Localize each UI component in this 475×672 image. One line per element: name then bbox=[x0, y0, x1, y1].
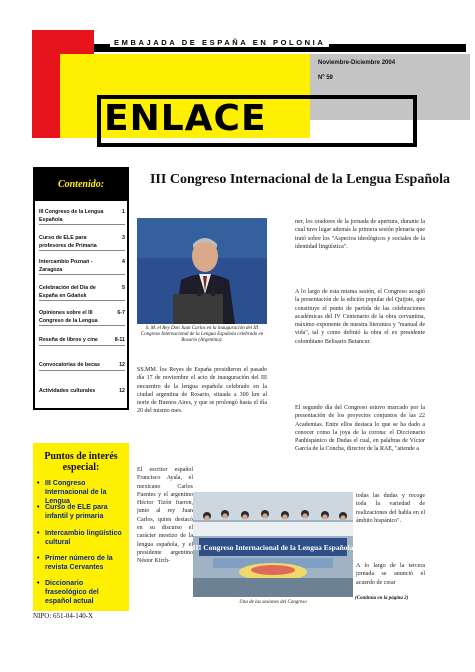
newsletter-title: ENLACE bbox=[104, 98, 267, 139]
bullet-icon: • bbox=[37, 555, 40, 562]
congress-session-photo bbox=[193, 492, 353, 597]
bullet-icon: • bbox=[37, 580, 40, 587]
session-banner-text: III Congreso Internacional de la Lengua Española bbox=[193, 543, 353, 552]
toc-item-page: 6-7 bbox=[117, 310, 125, 316]
article-col1-p2: El escritor español Francisco Ayala, el mexicano Carlos Fuentes y el argentino Héctor Tizón fueron, junto al rey Juan Carlos, quien destacó en su discurso el carácter mestizo de la lengua española, y el presidente argentino Néstor Kirch- bbox=[137, 467, 193, 565]
toc-item[interactable] bbox=[39, 388, 125, 396]
issue-date: Noviembre-Diciembre 2004 bbox=[318, 60, 396, 66]
article-col2-p2: A lo largo de esta misma sesión, el Congreso acogió la presentación de la edición popular del Quijote, que constituye el punto de partida de las celebraciones académicas del IV Centenario de la obra cervantina, máximo exponente de nuestra literatura y "manual de vida", tal y como definió la obra el ex presidente colombiano Belisario Betancur. bbox=[295, 289, 425, 345]
issue-number: Nº 59 bbox=[318, 75, 333, 81]
toc-item[interactable] bbox=[39, 235, 125, 251]
interest-heading: Puntos de interés especial: bbox=[44, 451, 118, 473]
toc-item-page: 12 bbox=[119, 388, 125, 394]
toc-item[interactable] bbox=[39, 337, 125, 346]
bullet-icon: • bbox=[37, 504, 40, 511]
toc-item-page: 12 bbox=[119, 362, 125, 368]
article-title: III Congreso Internacional de la Lengua Española bbox=[149, 172, 450, 187]
toc-item-label: Curso de ELE para profesores de Primaria bbox=[39, 235, 97, 249]
toc-item-label: Opiniones sobre el III Congreso de la Lengua bbox=[39, 310, 98, 324]
toc-item[interactable] bbox=[39, 362, 125, 371]
interest-item: • Intercambio lingüístico cultural bbox=[37, 530, 122, 546]
king-speech-photo bbox=[137, 218, 267, 324]
toc-item-page: 5 bbox=[122, 285, 125, 291]
toc-item-page: 1 bbox=[122, 209, 125, 215]
toc-item-label: Actividades culturales bbox=[39, 388, 96, 394]
article-col2-p4: A lo largo de la tercera jornada se anunció el acuerdo de crear bbox=[356, 563, 425, 586]
points-of-interest bbox=[33, 443, 129, 611]
photo1-caption: S. M. el Rey Don Juan Carlos en la inauguración del III Congreso Internacional de la Lengua Española celebrado en Rosario (Argentina). bbox=[140, 326, 264, 344]
toc-item-page: 8-11 bbox=[114, 337, 125, 343]
bullet-icon: • bbox=[37, 480, 40, 487]
interest-item: • III Congreso Internacional de la Lengua bbox=[37, 480, 107, 505]
embassy-name: EMBAJADA DE ESPAÑA EN POLONIA bbox=[110, 38, 329, 47]
toc-item-label: Intercambio Poznań - Zaragoza bbox=[39, 259, 93, 273]
toc-item[interactable] bbox=[39, 209, 125, 225]
interest-item: • Diccionario fraseológico del español actual bbox=[37, 580, 99, 605]
article-col2-p3: El segundo día del Congreso estuvo marcado por la presentación de los proyectos conjuntos de las 22 Academias. Entre ellos destaca lo que se ha dado a conocer como la joya de la corona: el Diccionario Panhispánico de Dudas el cual, en palabras de Víctor García de la Concha, director de la RAE, "atiende a bbox=[295, 405, 425, 453]
toc-item[interactable] bbox=[39, 285, 125, 301]
article-col1-p1: SS.MM. los Reyes de España presidieron el pasado día 17 de noviembre el acto de inauguración del III encuentro de la lengua española celebrado en la ciudad argentina de Rosario, situada a 300 km al norte de Buenos Aires, y que se prolongó hasta el día 20 del mismo mes. bbox=[137, 367, 267, 415]
toc-item-page: 4 bbox=[122, 259, 125, 265]
toc-item[interactable] bbox=[39, 259, 125, 275]
photo2-caption: Una de las sesiones del Congreso bbox=[239, 600, 307, 605]
nipo-code: NIPO: 651-04-140-X bbox=[33, 612, 94, 620]
toc-item-label: III Congreso de la Lengua Española bbox=[39, 209, 104, 223]
article-col2-p3-cont: todas las dudas y recoge toda la variedad de realizaciones del habla en el ámbito hispánico". bbox=[356, 493, 425, 524]
article-col2-p1: ner, los oradores de la jornada de apertura, durante la cual tuvo lugar además la primera sesión plenaria que trató sobre los "Aspectos ideológicos y sociales de la identidad lingüística". bbox=[295, 219, 425, 250]
table-of-contents bbox=[33, 167, 129, 410]
toc-heading: Contenido: bbox=[35, 169, 127, 201]
continued-note[interactable]: (Continúa en la página 2) bbox=[355, 596, 409, 601]
session-photo-image bbox=[193, 492, 353, 597]
toc-item-label: Celebración del Día de España en Gdańsk bbox=[39, 285, 96, 299]
bullet-icon: • bbox=[37, 530, 40, 537]
interest-item: • Curso de ELE para infantil y primaria bbox=[37, 504, 108, 520]
toc-item-label: Convocatorias de becas bbox=[39, 362, 100, 368]
toc-item-label: Reseña de libros y cine bbox=[39, 337, 98, 343]
king-photo-image bbox=[137, 218, 267, 324]
interest-item: • Primer número de la revista Cervantes bbox=[37, 555, 113, 571]
toc-item[interactable] bbox=[39, 310, 125, 326]
toc-item-page: 3 bbox=[122, 235, 125, 241]
